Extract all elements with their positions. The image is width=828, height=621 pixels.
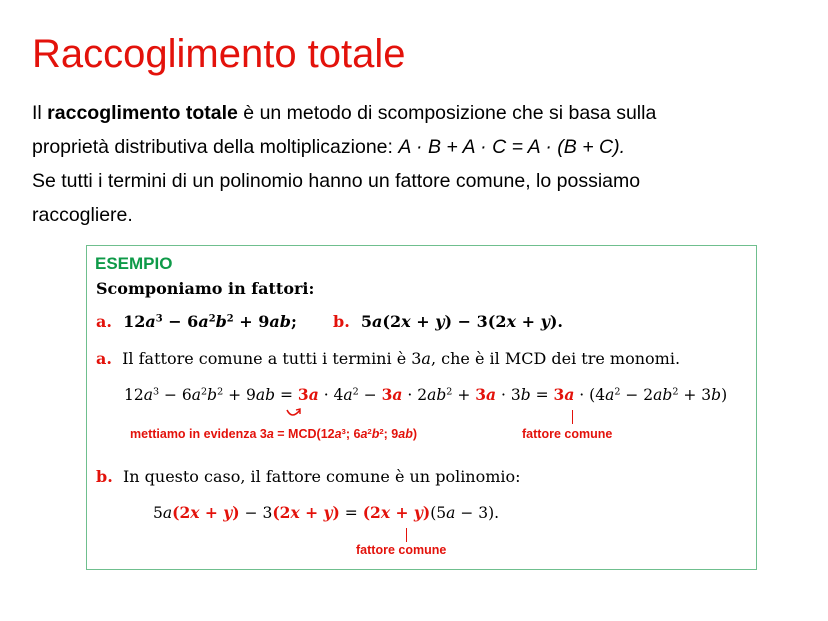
- solution-a-label: a.: [96, 349, 112, 368]
- solution-b-equation: 5a(2x + y) − 3(2x + y) = (2x + y)(5a − 3).: [153, 503, 500, 522]
- note-evidence: mettiamo in evidenza $3a = MCD(12a^3$; $6a^2b^2$; 9ab): [130, 426, 418, 441]
- intro-line-4: raccogliere.: [32, 204, 133, 226]
- task-b: b. 5a(2x + y) − 3(2x + y).: [333, 312, 563, 331]
- curved-arrow-icon: [284, 406, 304, 422]
- pointer-line: [572, 410, 573, 424]
- task-a-label: a.: [96, 312, 112, 331]
- intro-bold-term: raccoglimento totale: [47, 102, 238, 124]
- intro-paragraph: [32, 96, 812, 232]
- solution-b-label: b.: [96, 467, 113, 486]
- intro-line-3: Se tutti i termini di un polinomio hanno un fattore comune, lo possiamo: [32, 170, 641, 192]
- note-common-factor-a: fattore comune: [522, 427, 613, 441]
- intro-line-2: [32, 130, 812, 164]
- example-header: ESEMPIO: [95, 254, 173, 273]
- example-box: [86, 245, 757, 570]
- intro-text: Il: [32, 102, 48, 124]
- solution-b: [96, 467, 521, 486]
- intro-text: è un metodo di scomposizione che si basa sulla: [237, 102, 657, 124]
- intro-line-1: [32, 96, 812, 130]
- solution-a: a. Il fattore comune a tutti i termini è 3a, che è il MCD dei tre monomi.: [96, 349, 681, 368]
- note-common-factor-b: fattore comune: [356, 543, 447, 557]
- solution-a-equation: $12a^3 - 6a^2b^2 + 9ab = 3a \cdot 4a^2 - 3a \cdot 2ab^2 + 3a \cdot 3b = 3a \cdot (4a^2 - 2ab^2 + 3b)$: [124, 385, 728, 404]
- task-b-label: b.: [333, 312, 350, 331]
- pointer-line: [406, 528, 407, 542]
- distributive-formula: A · B + A · C = A · (B + C).: [398, 136, 625, 158]
- task-a: a. $12a^3 - 6a^2b^2 + 9ab$;: [96, 312, 297, 331]
- solution-b-text: In questo caso, il fattore comune è un polinomio:: [122, 467, 521, 486]
- page-title: Raccoglimento totale: [32, 32, 406, 76]
- intro-text: proprietà distributiva della moltiplicazione:: [32, 136, 399, 158]
- example-instruction: Scomponiamo in fattori:: [96, 279, 315, 298]
